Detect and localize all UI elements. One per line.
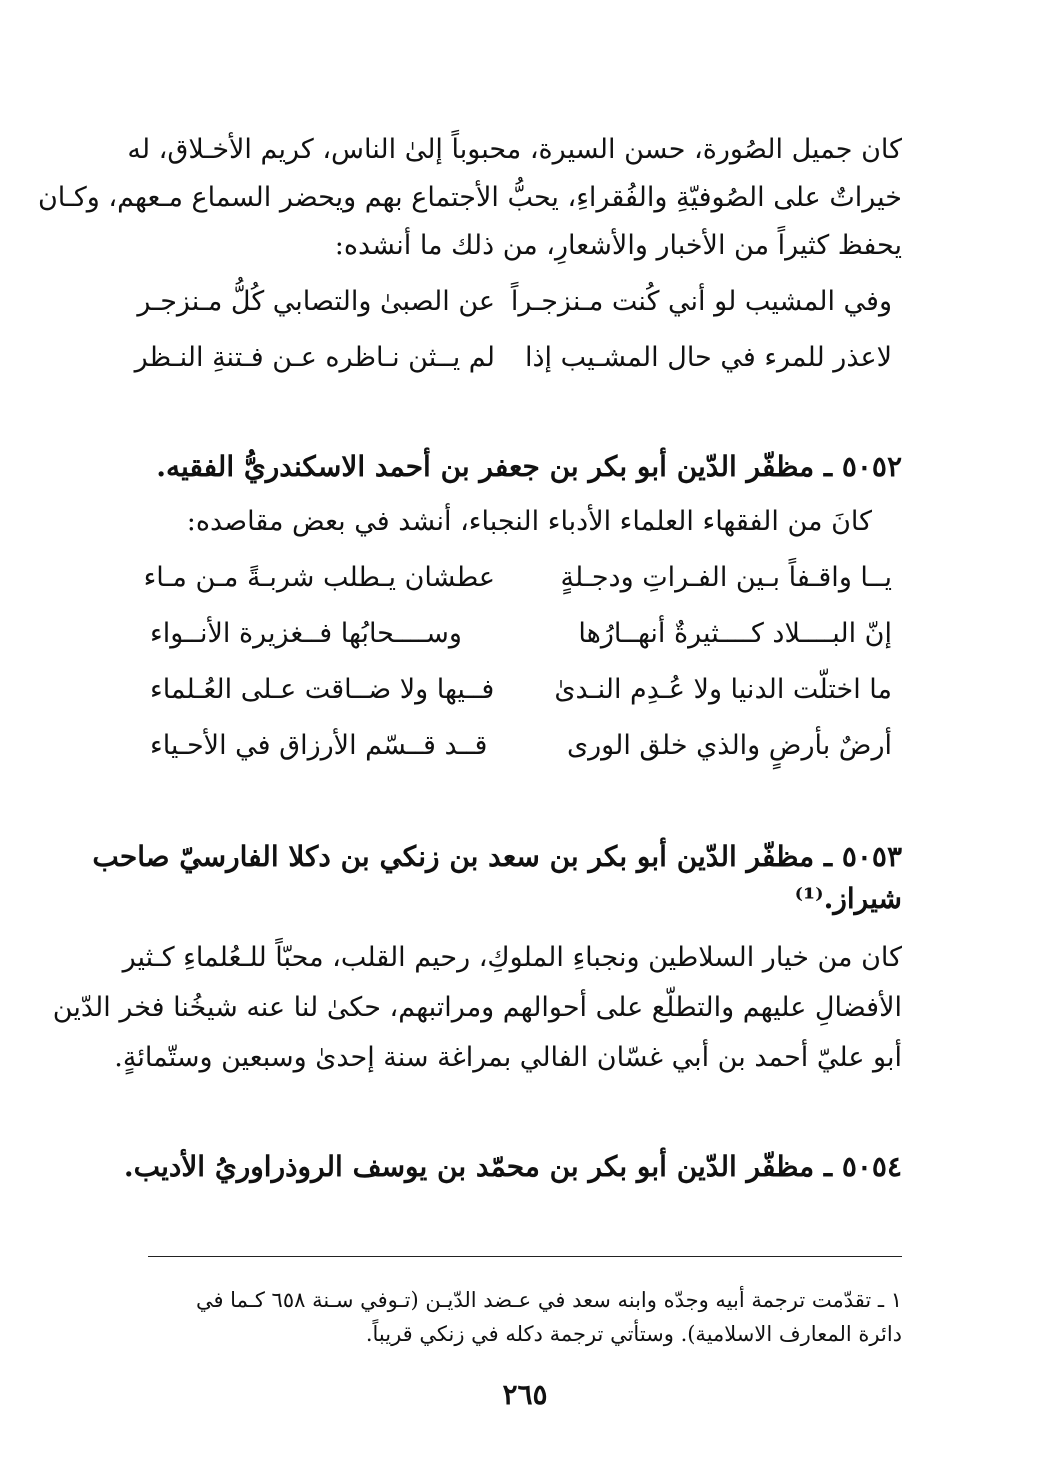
entry-5052-verse-4 <box>150 724 902 768</box>
footnote-divider <box>148 1256 902 1257</box>
footnote-line-1: ١ ـ تقدّمت ترجمة أبيه وجدّه وابنه سعد في عـضد الدّيـن (تـوفي سـنة ٦٥٨ كـما في <box>195 1288 902 1312</box>
entry-5052-line-1: كانَ من الفقهاء العلماء الأدباء النجباء، أنشد في بعض مقاصده: <box>186 506 872 537</box>
intro-verse-1 <box>137 280 902 324</box>
verse-second-hemistich: قــد قــسّم الأرزاق في الأحـياء <box>150 730 488 761</box>
verse-first-hemistich: ما اختلّت الدنيا ولا عُـدِم النـدىٰ <box>554 674 892 705</box>
verse-second-hemistich: لم يــثن نـاظره عـن فـتنةِ النـظر <box>134 342 495 373</box>
verse-first-hemistich: أرضٌ بأرضٍ والذي خلق الورى <box>566 730 892 761</box>
entry-5052-verse-2 <box>150 612 902 656</box>
entry-5053-heading-line-1: ٥٠٥٣ ـ مظفّر الدّين أبو بكر بن سعد بن زنكي بن دكلا الفارسيّ صاحب <box>92 840 902 873</box>
entry-5052-verse-1 <box>143 556 902 600</box>
entry-5053-line-3: أبو عليّ أحمد بن أبي غسّان الفالي بمراغة سنة إحدىٰ وسبعين وستّمائةٍ. <box>114 1042 902 1073</box>
verse-first-hemistich: لاعذر للمرء في حال المشـيب إذا <box>525 342 892 373</box>
verse-first-hemistich: وفي المشيب لو أني كُنت مـنزجـراً <box>510 286 892 317</box>
entry-5053-line-2: الأفضالِ عليهم والتطلّع على أحوالهم ومراتبهم، حكىٰ لنا عنه شيخُنا فخر الدّين <box>52 992 902 1023</box>
entry-5054-heading: ٥٠٥٤ ـ مظفّر الدّين أبو بكر بن محمّد بن يوسف الروذراوريُ الأديب. <box>123 1150 902 1183</box>
intro-line-2: خيراتٌ على الصُوفيّةِ والفُقراءِ، يحبُّ الأجتماع بهم ويحضر السماع مـعهم، وكـان <box>37 182 902 213</box>
verse-second-hemistich: عن الصبىٰ والتصابي كُلُّ مـنزجـر <box>137 286 495 317</box>
verse-first-hemistich: إنّ البــــلاد كــــثيرةٌ أنهــارُها <box>578 618 892 649</box>
verse-second-hemistich: فــيها ولا ضــاقت عـلى العُـلماء <box>150 674 495 705</box>
entry-5052-heading: ٥٠٥٢ ـ مظفّر الدّين أبو بكر بن جعفر بن أحمد الاسكندريُّ الفقيه. <box>156 450 902 483</box>
verse-second-hemistich: عطشان يـطلب شربـةً مـن مـاء <box>143 562 495 593</box>
intro-verse-2 <box>134 336 902 380</box>
intro-line-1: كان جميل الصُورة، حسن السيرة، محبوباً إلىٰ الناس، كريم الأخـلاق، له <box>127 134 902 165</box>
entry-5053-heading-line-2: شيراز.⁽¹⁾ <box>794 882 902 915</box>
footnote-line-2: دائرة المعارف الاسلامية). وستأتي ترجمة دكله في زنكي قريباً. <box>365 1322 902 1346</box>
entry-5053-line-1: كان من خيار السلاطين ونجباءِ الملوكِ، رحيم القلب، محبّاً للـعُلماءِ كـثير <box>122 942 902 973</box>
entry-5052-verse-3 <box>150 668 902 712</box>
verse-second-hemistich: وســــحابُها فــغزيرة الأنــواء <box>150 618 462 649</box>
verse-first-hemistich: يــا واقـفاً بـين الفـراتِ ودجـلةٍ <box>560 562 892 593</box>
page-number: ٢٦٥ <box>502 1378 548 1411</box>
intro-line-3: يحفظ كثيراً من الأخبار والأشعارِ، من ذلك ما أنشده: <box>334 230 902 261</box>
